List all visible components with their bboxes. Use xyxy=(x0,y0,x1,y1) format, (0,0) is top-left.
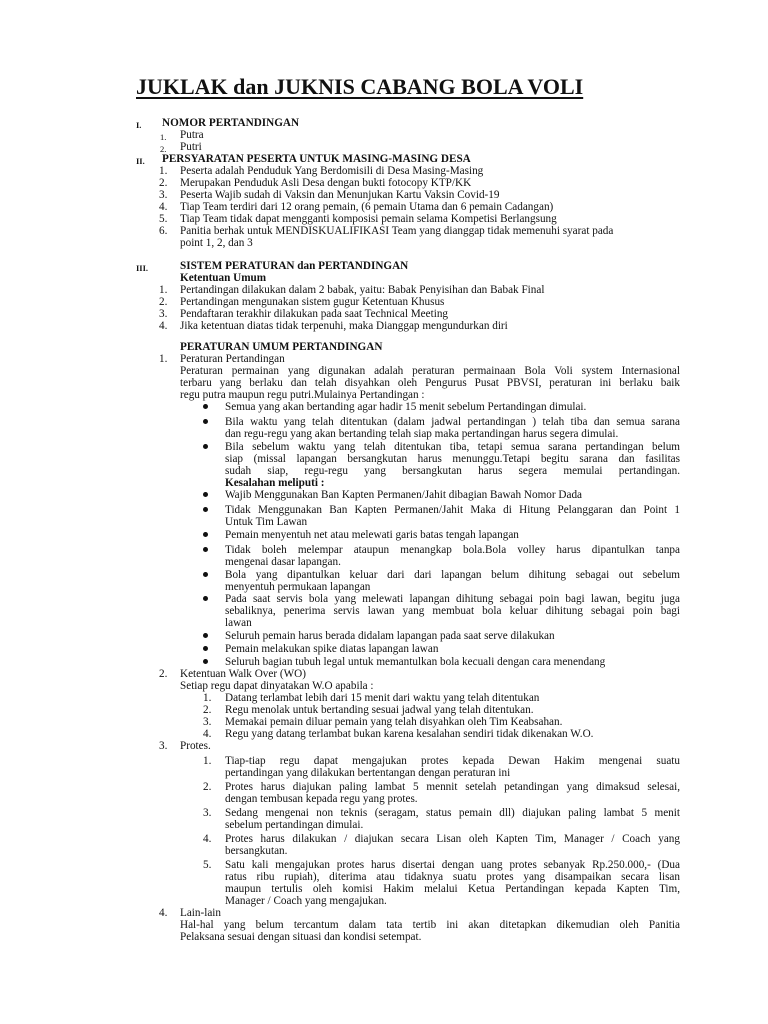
bullet-icon xyxy=(203,633,208,638)
list-item-continuation: dengan tembusan kepada regu yang protes. xyxy=(225,793,418,805)
list-item: Bila waktu yang telah ditentukan (dalam jadwal pertandingan ) telah tiba dan semua sarana xyxy=(225,416,680,428)
list-item-continuation: lawan xyxy=(225,617,252,629)
list-item: Pertandingan mengunakan sistem gugur Ketentuan Khusus xyxy=(180,296,445,308)
section-heading: PERSYARATAN PESERTA UNTUK MASING-MASING DESA xyxy=(162,153,471,165)
paragraph-line: Setiap regu dapat dinyatakan W.O apabila : xyxy=(180,680,374,692)
list-item: Satu kali mengajukan protes harus disertai dengan uang protes sebanyak Rp.250.000,- (Dua xyxy=(225,859,680,871)
list-number: 4. xyxy=(203,833,212,845)
list-number: 3. xyxy=(159,308,168,320)
list-number: 6. xyxy=(159,225,168,237)
list-number: 2. xyxy=(159,668,168,680)
list-number: 1. xyxy=(159,353,168,365)
section-number: I. xyxy=(136,120,142,130)
list-item: Pada saat servis bola yang melewati lapangan dihitung sebagai poin bagi lawan, begitu juga xyxy=(225,593,680,605)
list-item: Tiap-tiap regu dapat mengajukan protes kepada Dewan Hakim mengenai suatu xyxy=(225,755,680,767)
list-item: Putra xyxy=(180,129,204,141)
list-item-continuation: menyentuh permukaan lapangan xyxy=(225,581,371,593)
list-item: Jika ketentuan diatas tidak terpenuhi, maka Dianggap mengundurkan diri xyxy=(180,320,508,332)
list-item: Pertandingan dilakukan dalam 2 babak, yaitu: Babak Penyisihan dan Babak Final xyxy=(180,284,545,296)
list-item-continuation: mengenai dasar lapangan. xyxy=(225,556,341,568)
list-item: Memakai pemain diluar pemain yang telah disyahkan oleh Tim Keabsahan. xyxy=(225,716,563,728)
bullet-icon xyxy=(203,532,208,537)
list-item: Seluruh pemain harus berada didalam lapangan pada saat serve dilakukan xyxy=(225,630,555,642)
list-item: Merupakan Penduduk Asli Desa dengan bukti fotocopy KTP/KK xyxy=(180,177,472,189)
bullet-icon xyxy=(203,547,208,552)
list-number: 3. xyxy=(203,716,212,728)
list-number: 2. xyxy=(159,296,168,308)
list-item: Regu yang datang terlambat bukan karena kesalahan sendiri tidak dikenakan W.O. xyxy=(225,728,594,740)
bullet-icon xyxy=(203,646,208,651)
bullet-icon xyxy=(203,444,208,449)
list-item: Putri xyxy=(180,141,202,153)
list-item: Tiap Team terdiri dari 12 orang pemain, (6 pemain Utama dan 6 pemain Cadangan) xyxy=(180,201,554,213)
list-item-title: Ketentuan Walk Over (WO) xyxy=(180,668,306,680)
list-item-continuation: pertandingan yang dilakukan bertentangan dengan peraturan ini xyxy=(225,767,511,779)
list-number: 2. xyxy=(203,704,212,716)
list-item: Protes harus diajukan paling lambat 5 mennit setelah petandingan yang dimaksud selesai, xyxy=(225,781,680,793)
list-number: 1. xyxy=(160,132,167,142)
list-number: 3. xyxy=(159,740,168,752)
list-item: Semua yang akan bertanding agar hadir 15 menit sebelum Pertandingan dimulai. xyxy=(225,401,587,413)
list-item: Protes harus dilakukan / diajukan secara Lisan oleh Kapten Tim, Manager / Coach yang xyxy=(225,833,680,845)
list-number: 2. xyxy=(160,144,167,154)
list-item: Wajib Menggunakan Ban Kapten Permanen/Jahit dibagian Bawah Nomor Dada xyxy=(225,489,582,501)
list-item: Sedang mengenai non teknis (seragam, status pemain dll) diajukan paling lambat 5 menit xyxy=(225,807,680,819)
section-heading: SISTEM PERATURAN dan PERTANDINGAN xyxy=(180,260,409,272)
list-item: Tidak boleh melempar ataupun menangkap bola.Bola volley harus dipantulkan tanpa xyxy=(225,544,680,556)
paragraph-line: Pelaksana sesuai dengan situasi dan kondisi setempat. xyxy=(180,931,422,943)
list-item-continuation: siap (missal lapangan bersangkutan harus menunggu.Tetapi begitu sarana dan fasilitas xyxy=(225,453,680,465)
kesalahan-heading: Kesalahan meliputi : xyxy=(225,477,325,489)
list-item: Regu menolak untuk bertanding sesuai jadwal yang telah ditentukan. xyxy=(225,704,534,716)
list-item: Panitia berhak untuk MENDISKUALIFIKASI Team yang dianggap tidak memenuhi syarat pada xyxy=(180,225,614,237)
list-item: Seluruh bagian tubuh legal untuk memantulkan bola kecuali dengan cara menendang xyxy=(225,656,606,668)
bullet-icon xyxy=(203,572,208,577)
section-heading: NOMOR PERTANDINGAN xyxy=(162,117,300,129)
list-item: Bila sebelum waktu yang telah ditentukan tiba, tetapi semua sarana pertandingan belum xyxy=(225,441,680,453)
list-item-continuation: sebaliknya, penerima servis lawan yang membuat bola keluar dihitung sebagai poin bagi xyxy=(225,605,680,617)
list-number: 4. xyxy=(159,320,168,332)
list-item: Pemain melakukan spike diatas lapangan lawan xyxy=(225,643,439,655)
list-item-continuation: bersangkutan. xyxy=(225,845,288,857)
list-item-continuation: ratus ribu rupiah), diterima atau tidaknya suatu protes yang disampaikan secara lisan xyxy=(225,871,680,883)
list-number: 2. xyxy=(203,781,212,793)
list-item-continuation: maupun tertulis oleh komisi Hakim melalui Ketua Pertandingan kepada Kapten Tim, xyxy=(225,883,680,895)
subsection-heading: PERATURAN UMUM PERTANDINGAN xyxy=(180,341,383,353)
paragraph-line: terbaru yang berlaku dan telah disyahkan oleh Pengurus Pusat PBVSI, peraturan ini berlaku baik xyxy=(180,377,680,389)
list-item-continuation: Manager / Coach yang mengajukan. xyxy=(225,895,387,907)
bullet-icon xyxy=(203,404,208,409)
list-item: Pemain menyentuh net atau melewati garis batas tengah lapangan xyxy=(225,529,519,541)
subsection-heading: Ketentuan Umum xyxy=(180,272,267,284)
list-number: 2. xyxy=(159,177,168,189)
list-item-continuation: Untuk Tim Lawan xyxy=(225,516,308,528)
list-number: 4. xyxy=(159,201,168,213)
list-number: 5. xyxy=(159,213,168,225)
list-item: Peserta Wajib sudah di Vaksin dan Menunjukan Kartu Vaksin Covid-19 xyxy=(180,189,500,201)
list-item-title: Protes. xyxy=(180,740,211,752)
list-number: 3. xyxy=(203,807,212,819)
section-number: III. xyxy=(136,263,149,273)
list-item: Pendaftaran terakhir dilakukan pada saat Technical Meeting xyxy=(180,308,449,320)
section-number: II. xyxy=(136,156,145,166)
list-number: 3. xyxy=(159,189,168,201)
paragraph-line: regu putra maupun regu putri.Mulainya Pertandingan : xyxy=(180,389,425,401)
list-item-continuation: sebelum pertandingan dimulai. xyxy=(225,819,364,831)
list-item: Peserta adalah Penduduk Yang Berdomisili di Desa Masing-Masing xyxy=(180,165,484,177)
list-number: 5. xyxy=(203,859,212,871)
bullet-icon xyxy=(203,492,208,497)
bullet-icon xyxy=(203,596,208,601)
list-item: Tiap Team tidak dapat mengganti komposisi pemain selama Kompetisi Berlangsung xyxy=(180,213,557,225)
bullet-icon xyxy=(203,507,208,512)
list-number: 1. xyxy=(203,755,212,767)
list-item-continuation: dan regu-regu yang akan bertanding telah siap maka pertandingan harus segera dimulai. xyxy=(225,428,619,440)
paragraph-line: Peraturan permainan yang digunakan adalah peraturan permainaan Bola Voli system Internasional xyxy=(180,365,680,377)
list-item: Tidak Menggunakan Ban Kapten Permanen/Jahit Maka di Hitung Pelanggaran dan Point 1 xyxy=(225,504,680,516)
list-item: Datang terlambat lebih dari 15 menit dari waktu yang telah ditentukan xyxy=(225,692,540,704)
list-number: 1. xyxy=(159,165,168,177)
list-item: Bola yang dipantulkan keluar dari dari lapangan belum dihitung sebagai out sebelum xyxy=(225,569,680,581)
list-number: 4. xyxy=(203,728,212,740)
bullet-icon xyxy=(203,419,208,424)
paragraph-line: Hal-hal yang belum tercantum dalam tata tertib ini akan ditetapkan dikemudian oleh Panitia xyxy=(180,919,680,931)
list-item-continuation: point 1, 2, dan 3 xyxy=(180,237,253,249)
list-item-continuation: sudah siap, regu-regu yang bersangkutan harus segera memulai pertandingan. xyxy=(225,465,680,477)
list-number: 1. xyxy=(203,692,212,704)
list-item-title: Lain-lain xyxy=(180,907,222,919)
list-item-title: Peraturan Pertandingan xyxy=(180,353,285,365)
list-number: 4. xyxy=(159,907,168,919)
list-number: 1. xyxy=(159,284,168,296)
bullet-icon xyxy=(203,659,208,664)
document-title: JUKLAK dan JUKNIS CABANG BOLA VOLI xyxy=(136,74,584,99)
